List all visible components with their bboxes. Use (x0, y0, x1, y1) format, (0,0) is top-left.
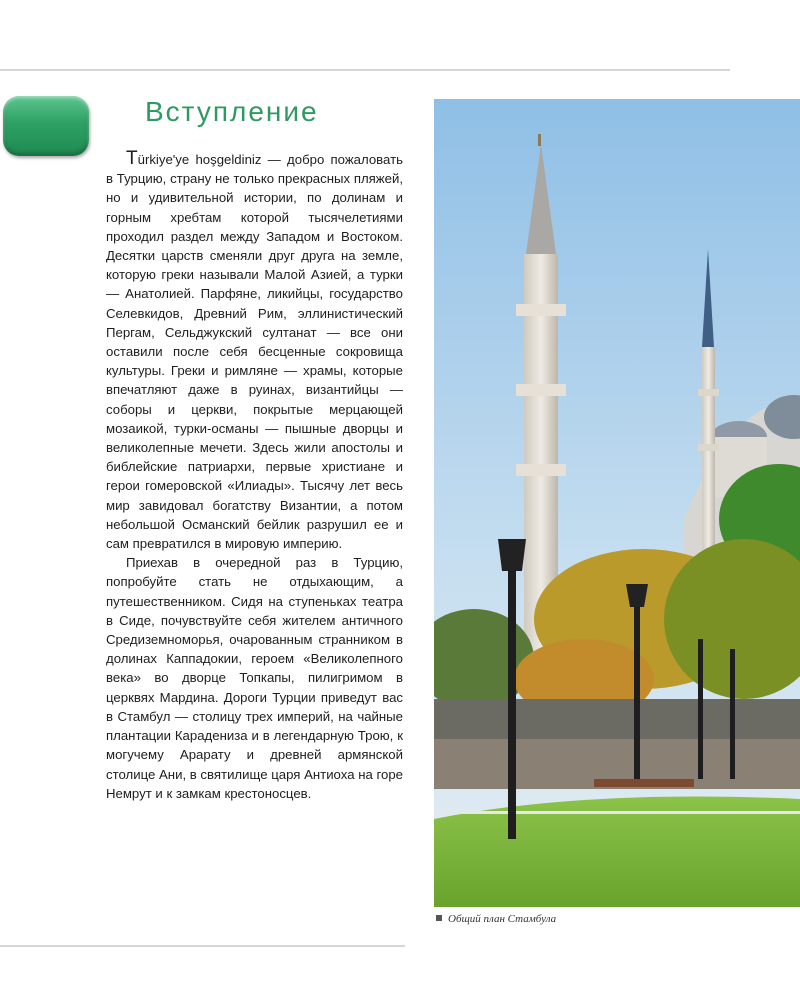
article-body (106, 150, 403, 803)
section-tab-marker (3, 96, 89, 156)
paragraph-travel: Приехав в очередной раз в Турцию, попробуйте стать не отдыхающим, а путешественником. Сидя на ступеньках театра в Сиде, почувствуйте себя жителем античного Средиземноморья, очарованным странником в долинах Каппадокии, героем «Великолепного века» во дворце Топкапы, пилигримом в церквях Мардина. Дороги Турции приведут вас в Стамбул — столицу трех империй, на чайные плантации Карадениза и в легендарную Трою, к могучему Арарату и древней армянской столице Ани, в святилище царя Антиоха на горе Немрут и к замкам крестоносцев. (106, 555, 403, 801)
section-title: Вступление (145, 96, 319, 127)
caption-bullet-icon (436, 915, 442, 921)
istanbul-photo (434, 99, 800, 907)
paragraph-intro (106, 150, 403, 553)
photo-caption (436, 913, 556, 925)
bottom-rule (0, 945, 405, 947)
photo-caption-text: Общий план Стамбула (448, 913, 557, 925)
paragraph-intro-text: ürkiye'ye hoşgeldiniz — добро пожаловать в Турцию, страну не только прекрасных пляжей, но и удивительной истории, по долинам и горным хребтам которой тысячелетиями проходил раздел между Западом и Востоком. Десятки царств сменяли друг друга на земле, которую греки называли Малой Азией, а турки — Анатолией. Парфяне, ликийцы, государство Селевкидов, Древний Рим, эллинистический Пергам, Сельджукский султанат — все они оставили после себя бесценные сокровища культуры. Греки и римляне — храмы, которые впечатляют даже в руинах, византийцы — соборы и церкви, покрытые мерцающей мозаикой, турки-османы — пышные дворцы и великолепные мечети. Здесь жили апостолы и библейские патриархи, первые христиане и герои гомеровской «Илиады». Тысячу лет весь мир завидовал богатству Византии, а потом небольшой Османский бейлик разрушил ее и сам превратился в мировую империю. (106, 152, 403, 552)
drop-letter: T (126, 148, 138, 169)
top-rule (0, 69, 730, 71)
